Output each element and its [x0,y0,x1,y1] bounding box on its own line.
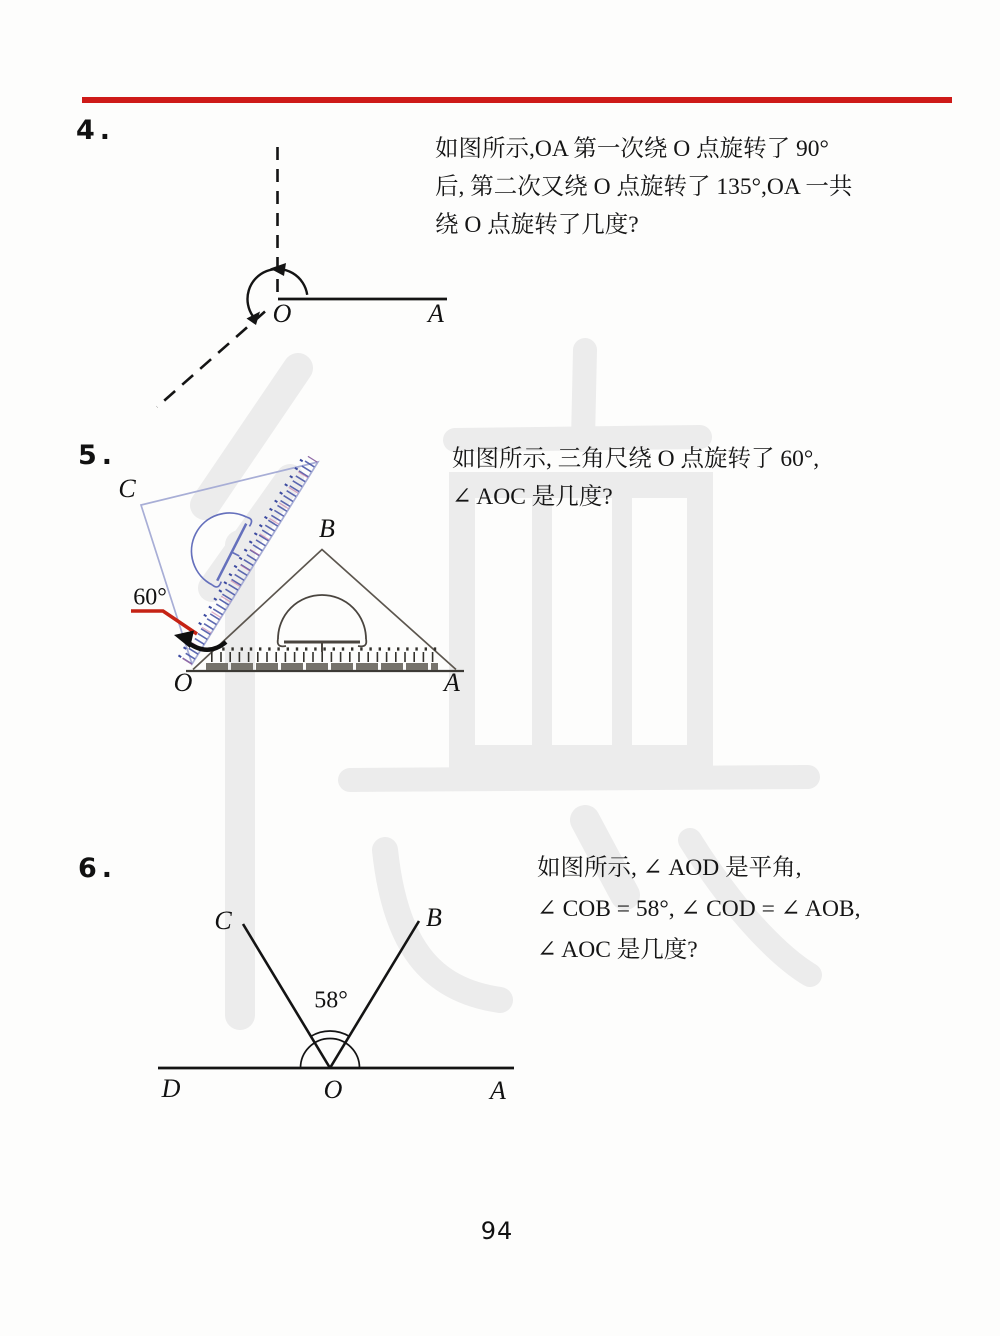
problem-6-number: 6. [78,853,118,884]
figure-5-point-C: C [118,474,136,503]
problem-4-line-2: 后, 第二次又绕 O 点旋转了 135°,OA 一共 [435,174,853,200]
black-protractor-cutout [278,595,367,652]
dashed-diagonal-ray [157,312,265,408]
figure-6-point-O: O [323,1075,343,1104]
figure-5-point-B: B [319,514,335,543]
arrowhead-end [247,312,261,326]
figure-5-angle-label: 60° [133,584,167,611]
problem-5-text [452,440,819,516]
figure-4-point-A: A [428,299,444,328]
problem-6-text [537,848,860,971]
figure-5-point-A: A [444,668,460,697]
problem-4-line-3: 绕 O 点旋转了几度? [435,212,639,238]
problem-6-line-2: ∠ COB = 58°, ∠ COD = ∠ AOB, [537,896,861,922]
figure-6-point-A: A [490,1076,506,1105]
angle-58-arc [311,1031,349,1036]
straight-angle-arc [301,1039,360,1069]
problem-5-line-2: ∠ AOC 是几度? [452,484,613,510]
watermark-stroke [350,777,808,780]
figure-5-point-O: O [173,668,193,697]
problem-5-number: 5. [78,440,118,471]
cutout-arc [278,595,366,639]
problem-4-line-1: 如图所示,OA 第一次绕 O 点旋转了 90° [435,136,829,162]
problem-4-number: 4. [76,115,116,146]
problem-6-line-1: 如图所示, ∠ AOD 是平角, [537,855,802,881]
section-divider-rule [82,97,952,103]
watermark-stroke [462,485,700,758]
figure-6-point-C: C [214,906,232,935]
figure-4-point-O: O [272,299,292,328]
watermark-stroke [385,850,500,1000]
figure-6-point-B: B [426,903,442,932]
problem-5-line-1: 如图所示, 三角尺绕 O 点旋转了 60°, [452,446,820,472]
problem-6-line-3: ∠ AOC 是几度? [537,937,698,963]
red-callout-line [131,611,197,634]
figure-6-angle-label: 58° [314,987,348,1014]
watermark-stroke [583,350,585,440]
figure-6-point-D: D [161,1074,181,1103]
problem-4-text [435,130,852,244]
page-number: 94 [480,1217,514,1245]
